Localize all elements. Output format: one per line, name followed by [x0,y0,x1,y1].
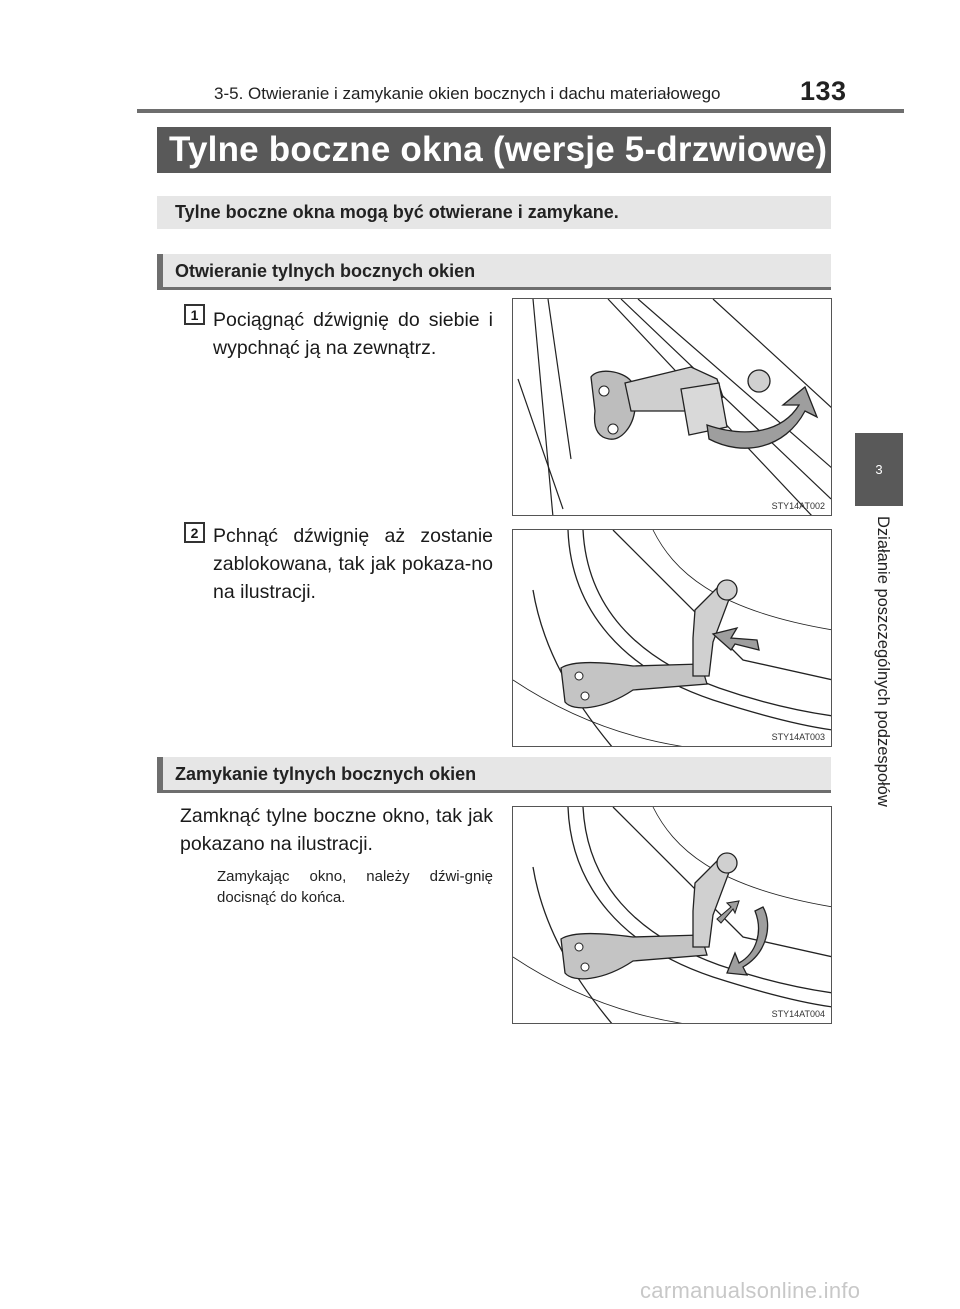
step-text-2: Pchnąć dźwignię aż zostanie zablokowana, tak jak pokaza-no na ilustracji. [213,525,493,603]
lever-close-drawing [513,807,832,1024]
section-heading-closing: Zamykanie tylnych bocznych okien [157,757,831,793]
lever-handle-shape [681,383,727,435]
chapter-title-vertical: Działanie poszczególnych podzespołów [874,516,892,807]
small-arrow-icon [717,901,739,923]
lever-lock-drawing [513,530,832,747]
step-number-1: 1 [184,304,205,325]
chapter-tab [855,433,903,506]
push-arrow-icon [713,628,759,650]
watermark: carmanualsonline.info [640,1278,861,1303]
intro-banner: Tylne boczne okna mogą być otwierane i zamykane. [157,196,831,229]
lever-arm-shape [693,861,731,947]
closing-note: Zamykając okno, należy dźwi-gnię docisnąć do końca. [217,868,493,906]
image-code: STY14AT003 [771,732,825,742]
lever-pull-drawing [513,299,832,516]
page-title: Tylne boczne okna (wersje 5-drzwiowe) [157,127,831,173]
lever-bracket-shape [561,934,707,979]
closing-instruction: Zamknąć tylne boczne okno, tak jak pokazano na ilustracji. [180,805,493,855]
illustration-lever-close [512,806,832,1024]
header-rule [137,109,904,113]
header-section-title: 3-5. Otwieranie i zamykanie okien bocznych i dachu materiałowego [214,84,721,103]
illustration-lever-open [512,298,832,516]
chapter-number: 3 [875,462,883,477]
section-heading-opening: Otwieranie tylnych bocznych okien [157,254,831,290]
image-code: STY14AT004 [771,1009,825,1019]
lever-bracket-shape [561,663,707,708]
curved-arrow-icon [727,907,768,975]
step-text-1: Pociągnąć dźwignię do siebie i wypchnąć ją na zewnątrz. [213,309,493,359]
illustration-lever-locked [512,529,832,747]
step-number-2: 2 [184,522,205,543]
image-code: STY14AT002 [771,501,825,511]
page-number: 133 [800,76,847,106]
